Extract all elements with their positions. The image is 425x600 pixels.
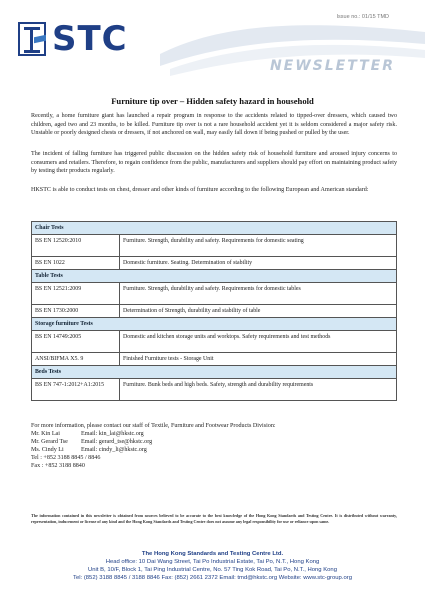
standard-description: Domestic furniture. Seating. Determination of stability <box>120 257 397 270</box>
standard-description: Furniture. Bunk beds and high beds. Safety, strength and durability requirements <box>120 379 397 401</box>
contact-person <box>31 446 397 454</box>
newsletter-header <box>0 14 425 84</box>
table-category-row <box>32 318 397 331</box>
standard-description: Domestic and kitchen storage units and worktops. Safety requirements and test methods <box>120 331 397 353</box>
footer-contact-line: Tel: (852) 3188 8845 / 3188 8846 Fax: (852) 2661 2372 Email: tmd@hkstc.org Website: www.stc-group.org <box>73 575 352 581</box>
contact-person <box>31 438 397 446</box>
standard-description: Determination of Strength, durability and stability of table <box>120 305 397 318</box>
contact-fax: Fax : +852 3188 8840 <box>31 463 85 469</box>
footer-unit-address: Unit B, 10/F, Block 1, Tai Ping Industrial Centre, No. 57 Ting Kok Road, Tai Po, N.T., Hong Kong <box>88 567 337 573</box>
header-swoosh-decoration <box>160 14 425 94</box>
standard-code: BS EN 1730:2000 <box>32 305 120 318</box>
category-storage-tests: Storage furniture Tests <box>32 318 397 331</box>
contact-tel: Tel : +852 3188 8845 / 8846 <box>31 455 101 461</box>
standard-code: BS EN 747-1:2012+A1:2015 <box>32 379 120 401</box>
issue-number: Issue no.: 01/15 TMD <box>336 14 389 20</box>
footer-org-name: The Hong Kong Standards and Testing Centre Ltd. <box>141 551 284 557</box>
category-beds-tests: Beds Tests <box>32 366 397 379</box>
contact-email[interactable]: Email: gerard_tse@hkstc.org <box>81 439 153 445</box>
stc-logo-mark <box>18 22 46 56</box>
article-paragraph-2: The incident of falling furniture has triggered public discussion on the hidden safety risk of household furniture and aroused injury concerns to consumers and retailers. Therefore, to regain confidence from the public, manufacturers and suppliers should pay effort on maintaining product safety by testing their products regularly. <box>31 151 397 174</box>
standard-description: Finished Furniture tests - Storage Unit <box>120 353 397 366</box>
table-row <box>32 257 397 270</box>
article-paragraph-1: Recently, a home furniture giant has launched a repair program in response to the accidents related to tipped-over dressers, which caused two children, aged two and 23 months, to be killed. Furniture tip over is not a rare household accident yet it is seldom considered a major safety risk. Unstable or poorly designed chests or dressers, if not anchored on wall, may easily fall down if being pushed or pulled by the user. <box>31 113 397 136</box>
logo-ribbon <box>34 35 46 44</box>
table-row <box>32 331 397 353</box>
category-table-tests: Table Tests <box>32 270 397 283</box>
table-row <box>32 305 397 318</box>
contact-email[interactable]: Email: kin_lai@hkstc.org <box>81 431 144 437</box>
footer-head-office: Head office: 10 Dai Wang Street, Tai Po Industrial Estate, Tai Po, N.T., Hong Kong <box>105 559 320 565</box>
newsletter-label: NEWSLETTER <box>269 58 395 74</box>
contact-section <box>31 422 397 470</box>
footer <box>0 550 425 582</box>
standards-table <box>31 221 397 401</box>
contact-name: Mr. Gerard Tse <box>31 439 68 445</box>
article-paragraph-3: HKSTC is able to conduct tests on chest, dresser and other kinds of furniture according to the following European and American standard: <box>31 187 369 193</box>
table-category-row <box>32 270 397 283</box>
table-category-row <box>32 222 397 235</box>
disclaimer: The information contained in this newsletter is obtained from sources believed to be accurate to the best knowledge of the Hong Kong Standards and Testing Centre. It is distributed without warranty, representation, inducement or license of any kind and the Hong Kong Standards and Testing Centre does not assume any legal responsibility for use or reliance upon same. <box>31 513 397 524</box>
stc-logo-text: STC <box>52 19 128 59</box>
standard-description: Furniture. Strength, durability and safety. Requirements for domestic seating <box>120 235 397 257</box>
standard-description: Furniture. Strength, durability and safety. Requirements for domestic tables <box>120 283 397 305</box>
table-category-row <box>32 366 397 379</box>
category-chair-tests: Chair Tests <box>32 222 397 235</box>
table-row <box>32 379 397 401</box>
contact-intro: For more information, please contact our staff of Textile, Furniture and Footwear Products Division: <box>31 423 276 429</box>
logo-bar-bottom <box>24 50 40 53</box>
standard-code: BS EN 12520:2010 <box>32 235 120 257</box>
standard-code: BS EN 14749:2005 <box>32 331 120 353</box>
contact-email[interactable]: Email: cindy_li@hkstc.org <box>81 447 147 453</box>
standard-code: BS EN 1022 <box>32 257 120 270</box>
standard-code: ANSI/BIFMA X5. 9 <box>32 353 120 366</box>
table-row <box>32 283 397 305</box>
contact-name: Mr. Kin Lai <box>31 431 60 437</box>
contact-person <box>31 430 397 438</box>
logo-stem <box>30 30 33 52</box>
article-title: Furniture tip over – Hidden safety hazard in household <box>111 96 314 106</box>
table-row <box>32 235 397 257</box>
standard-code: BS EN 12521:2009 <box>32 283 120 305</box>
contact-name: Ms. Cindy Li <box>31 447 64 453</box>
table-row <box>32 353 397 366</box>
